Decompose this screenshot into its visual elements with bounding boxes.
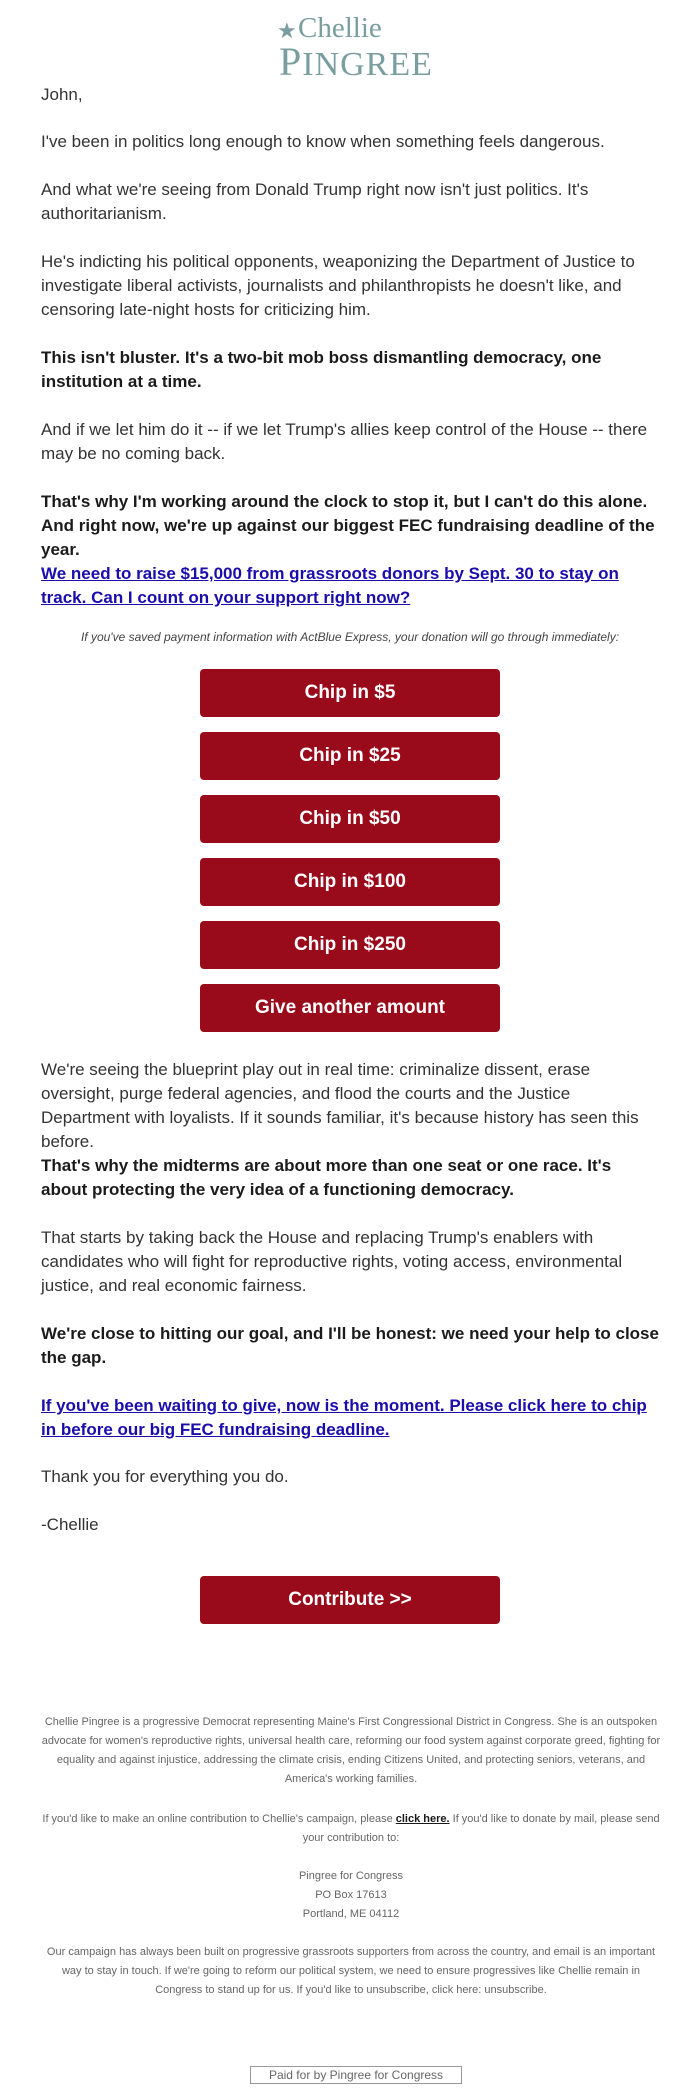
donate-link[interactable]: If you've been waiting to give, now is the moment. Please click here to chip in before our big FEC fundraising deadline. xyxy=(41,1396,647,1439)
campaign-logo xyxy=(0,12,700,84)
paragraph: Thank you for everything you do. xyxy=(41,1467,289,1486)
footer-online-contribution: If you'd like to make an online contribution to Chellie's campaign, please click here. If you'd like to donate by mail, please send your contribution to: xyxy=(42,1813,660,1844)
give-another-amount-button[interactable]: Give another amount xyxy=(200,984,500,1032)
logo-last-name: PINGREE xyxy=(279,39,433,84)
click-here-link[interactable]: click here. xyxy=(395,1813,450,1825)
contribute-button[interactable]: Contribute >> xyxy=(200,1576,500,1624)
paragraph: I've been in politics long enough to know when something feels dangerous. xyxy=(41,132,605,151)
logo-first-name: Chellie xyxy=(298,12,382,44)
paragraph: And if we let him do it -- if we let Trump's allies keep control of the House -- there may be no coming back. xyxy=(41,420,648,463)
donate-link[interactable]: We need to raise $15,000 from grassroots donors by Sept. 30 to stay on track. Can I count on your support right now? xyxy=(41,564,619,607)
footer-address-line: PO Box 17613 xyxy=(315,1889,387,1901)
paragraph-bold: We're close to hitting our goal, and I'll be honest: we need your help to close the gap. xyxy=(41,1324,659,1367)
greeting: John, xyxy=(41,85,83,104)
footer-about: Chellie Pingree is a progressive Democrat representing Maine's First Congressional District in Congress. She is an outspoken advocate for women's reproductive rights, universal health care, reforming our food system against corporate greed, fighting for equality and against injustice, addressing the climate crisis, ending Citizens United, and protecting seniors, veterans, and America's working families. xyxy=(41,1716,661,1785)
paragraph: He's indicting his political opponents, weaponizing the Department of Justice to investigate liberal activists, journalists and philanthropists he doesn't like, and censoring late-night hosts for criticizing him. xyxy=(41,252,635,319)
paid-for-disclaimer: Paid for by Pingree for Congress xyxy=(250,2066,462,2084)
chip-in-25-button[interactable]: Chip in $25 xyxy=(200,732,500,780)
actblue-note: If you've saved payment information with ActBlue Express, your donation will go through immediately: xyxy=(80,630,620,644)
paragraph: We're seeing the blueprint play out in real time: criminalize dissent, erase oversight, purge federal agencies, and flood the courts and the Justice Department with loyalists. If it sounds familiar, it's because history has seen this before. xyxy=(41,1060,639,1151)
footer-address-line: Pingree for Congress xyxy=(299,1870,403,1882)
chip-in-50-button[interactable]: Chip in $50 xyxy=(200,795,500,843)
star-icon: ★ xyxy=(277,18,297,43)
footer-address-line: Portland, ME 04112 xyxy=(302,1908,400,1920)
chip-in-5-button[interactable]: Chip in $5 xyxy=(200,669,500,717)
paragraph-bold: That's why I'm working around the clock to stop it, but I can't do this alone. And right now, we're up against our biggest FEC fundraising deadline of the year. xyxy=(41,492,655,559)
paragraph: That starts by taking back the House and replacing Trump's enablers with candidates who will fight for reproductive rights, voting access, environmental justice, and real economic fairness. xyxy=(41,1228,623,1295)
footer-grassroots: Our campaign has always been built on progressive grassroots supporters from across the country, and email is an important way to stay in touch. If we're going to reform our political system, we need to ensure progressives like Chellie remain in Congress to stand up for us. If you'd like to unsubscribe, click here: unsubscribe. xyxy=(46,1946,656,1996)
chip-in-100-button[interactable]: Chip in $100 xyxy=(200,858,500,906)
signoff: -Chellie xyxy=(41,1515,99,1534)
paragraph-bold: That's why the midterms are about more than one seat or one race. It's about protecting the very idea of a functioning democracy. xyxy=(41,1156,612,1199)
paragraph-bold: This isn't bluster. It's a two-bit mob boss dismantling democracy, one institution at a time. xyxy=(41,348,602,391)
chip-in-250-button[interactable]: Chip in $250 xyxy=(200,921,500,969)
paragraph: And what we're seeing from Donald Trump right now isn't just politics. It's authoritarianism. xyxy=(41,180,589,223)
